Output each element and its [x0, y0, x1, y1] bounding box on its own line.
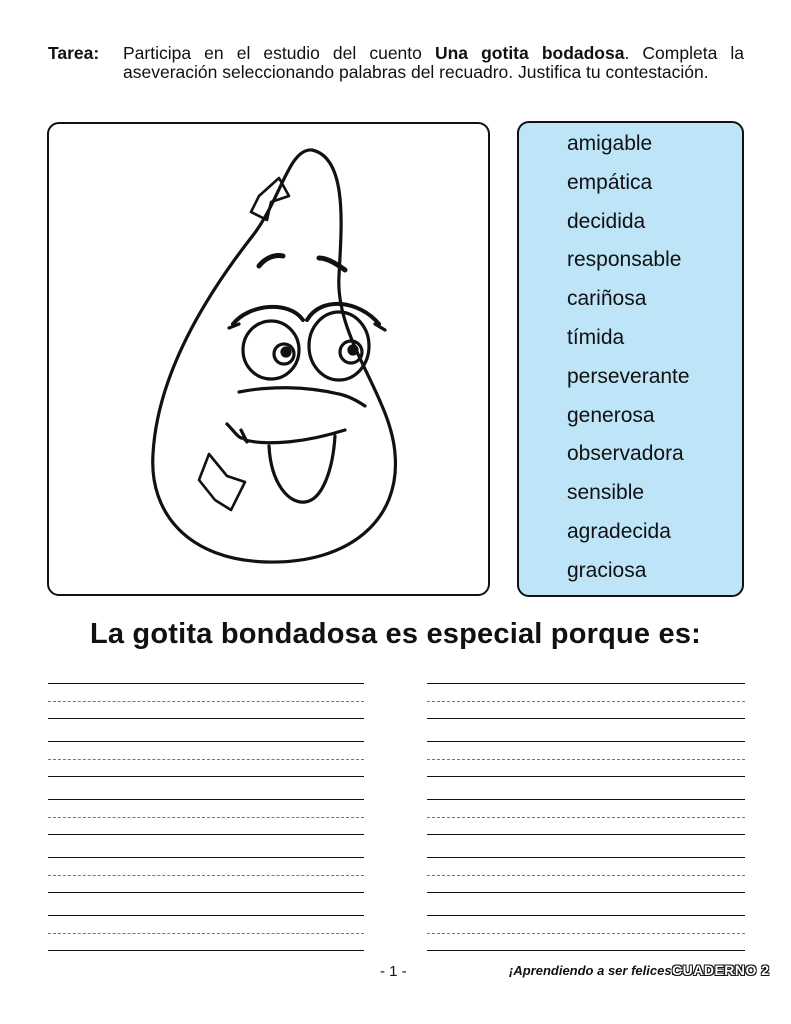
- writing-midline: [48, 759, 364, 760]
- writing-line: [427, 776, 745, 777]
- writing-line: [48, 834, 364, 835]
- writing-line: [48, 857, 364, 858]
- writing-line: [48, 741, 364, 742]
- task-text-before: Participa en el estudio del cuento: [123, 43, 435, 63]
- writing-midline: [48, 933, 364, 934]
- writing-midline: [427, 701, 745, 702]
- story-title: Una gotita bodadosa: [434, 43, 625, 63]
- page-number: - 1 -: [380, 963, 407, 980]
- word-bank-item: generosa: [567, 403, 655, 427]
- writing-line: [427, 834, 745, 835]
- word-bank-item: empática: [567, 170, 653, 194]
- writing-line: [427, 915, 745, 916]
- water-drop-character-icon: [49, 124, 492, 598]
- writing-line: [48, 718, 364, 719]
- task-label: Tarea:: [48, 43, 100, 63]
- word-bank: [517, 121, 744, 597]
- footer-motto: ¡Aprendiendo a ser felices!: [509, 963, 676, 978]
- writing-line: [427, 950, 745, 951]
- word-bank-item: graciosa: [567, 558, 647, 582]
- writing-midline: [427, 759, 745, 760]
- word-bank-item: perseverante: [567, 364, 690, 388]
- writing-midline: [48, 817, 364, 818]
- writing-line: [48, 799, 364, 800]
- word-bank-item: sensible: [567, 481, 645, 505]
- statement-heading: La gotita bondadosa es especial porque es:: [89, 618, 702, 650]
- writing-line: [427, 683, 745, 684]
- writing-line: [48, 950, 364, 951]
- writing-midline: [427, 875, 745, 876]
- writing-midline: [427, 817, 745, 818]
- writing-line: [48, 915, 364, 916]
- writing-line: [427, 857, 745, 858]
- writing-line: [427, 892, 745, 893]
- writing-line: [48, 776, 364, 777]
- writing-line: [427, 718, 745, 719]
- task-text-after: . Completa la aseveración seleccionando palabras del recuadro. Justifica tu contestación.: [123, 43, 745, 82]
- word-bank-item: decidida: [567, 209, 646, 233]
- writing-line: [427, 799, 745, 800]
- illustration-box: [47, 122, 490, 596]
- word-bank-item: tímida: [567, 326, 625, 349]
- writing-midline: [48, 875, 364, 876]
- task-text: [123, 44, 744, 82]
- writing-midline: [427, 933, 745, 934]
- word-bank-item: responsable: [567, 248, 682, 272]
- word-bank-item: cariñosa: [567, 287, 647, 311]
- writing-line: [427, 741, 745, 742]
- writing-midline: [48, 701, 364, 702]
- word-bank-item: agradecida: [567, 520, 671, 543]
- footer-book-title: CUADERNO 2: [672, 962, 770, 978]
- writing-line: [48, 683, 364, 684]
- word-bank-item: observadora: [567, 442, 684, 466]
- word-bank-item: amigable: [567, 132, 653, 155]
- writing-line: [48, 892, 364, 893]
